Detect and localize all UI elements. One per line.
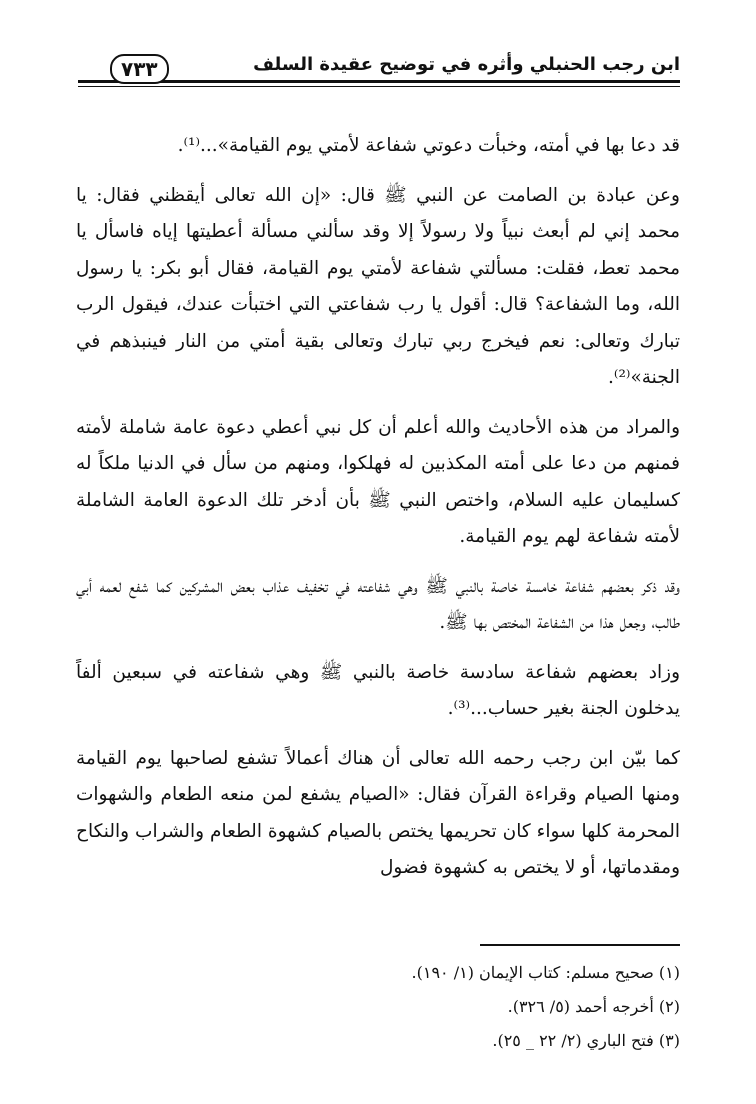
- running-title: ابن رجب الحنبلي وأثره في توضيح عقيدة السلف: [253, 54, 680, 75]
- footnote-separator: [480, 944, 680, 946]
- paragraph: قد دعا بها في أمته، وخبأت دعوتي شفاعة لأمتي يوم القيامة»...⁽¹⁾.: [177, 135, 680, 156]
- paragraph: وقد ذكر بعضهم شفاعة خامسة خاصة بالنبي ﷺ وهي شفاعته في تخفيف عذاب بعض المشركين كما شفع لعمه أبي طالب، وجعل هذا من الشفاعة المختص بها ﷺ.: [76, 575, 680, 633]
- footnote: (١) صحيح مسلم: كتاب الإيمان (١/ ١٩٠).: [411, 963, 680, 982]
- footnote: (٣) فتح الباري (٢/ ٢٢ _ ٢٥).: [492, 1031, 680, 1050]
- main-text: [76, 128, 680, 900]
- paragraph: وعن عبادة بن الصامت عن النبي ﷺ قال: «إن الله تعالى أيقظني فقال: يا محمد إني لم أبعث نبياً ولا رسولاً إلا وقد سألني مسألة أعطيتها إياه فاسأل يا محمد تعط، فقلت: مسألتي شفاعة لأمتي يوم القيامة، فقال أبو بكر: يا رسول الله، وما الشفاعة؟ قال: أقول يا رب شفاعتي التي اختبأت عندك، فيقول الرب تبارك وتعالى: نعم فيخرج ربي تبارك وتعالى بقية أمتي من النار فينبذهم في الجنة»⁽²⁾.: [76, 184, 680, 388]
- footnotes: [76, 956, 680, 1058]
- footnote: (٢) أخرجه أحمد (٥/ ٣٢٦).: [507, 997, 680, 1016]
- paragraph: والمراد من هذه الأحاديث والله أعلم أن كل نبي أعطي دعوة عامة شاملة لأمته فمنهم من دعا على أمته المكذبين له فهلكوا، ومنهم من سأل في الدنيا ملكاً له كسليمان عليه السلام، واختص النبي ﷺ بأن أدخر تلك الدعوة العامة الشاملة لأمته شفاعة لهم يوم القيامة.: [76, 416, 680, 547]
- page-number: ٧٣٣: [110, 54, 169, 84]
- page-header: [78, 50, 680, 94]
- header-rule-thin: [78, 86, 680, 87]
- paragraph: كما بيّن ابن رجب رحمه الله تعالى أن هناك أعمالاً تشفع لصاحبها يوم القيامة ومنها الصيام وقراءة القرآن فقال: «الصيام يشفع لمن منعه الطعام والشهوات المحرمة كلها سواء كان تحريمها يختص بالصيام كشهوة الطعام والشراب والنكاح ومقدماتها، أو لا يختص به كشهوة فضول: [76, 747, 680, 878]
- paragraph: وزاد بعضهم شفاعة سادسة خاصة بالنبي ﷺ وهي شفاعته في سبعين ألفاً يدخلون الجنة بغير حساب...⁽³⁾.: [76, 661, 680, 719]
- header-rule-thick: [78, 80, 680, 83]
